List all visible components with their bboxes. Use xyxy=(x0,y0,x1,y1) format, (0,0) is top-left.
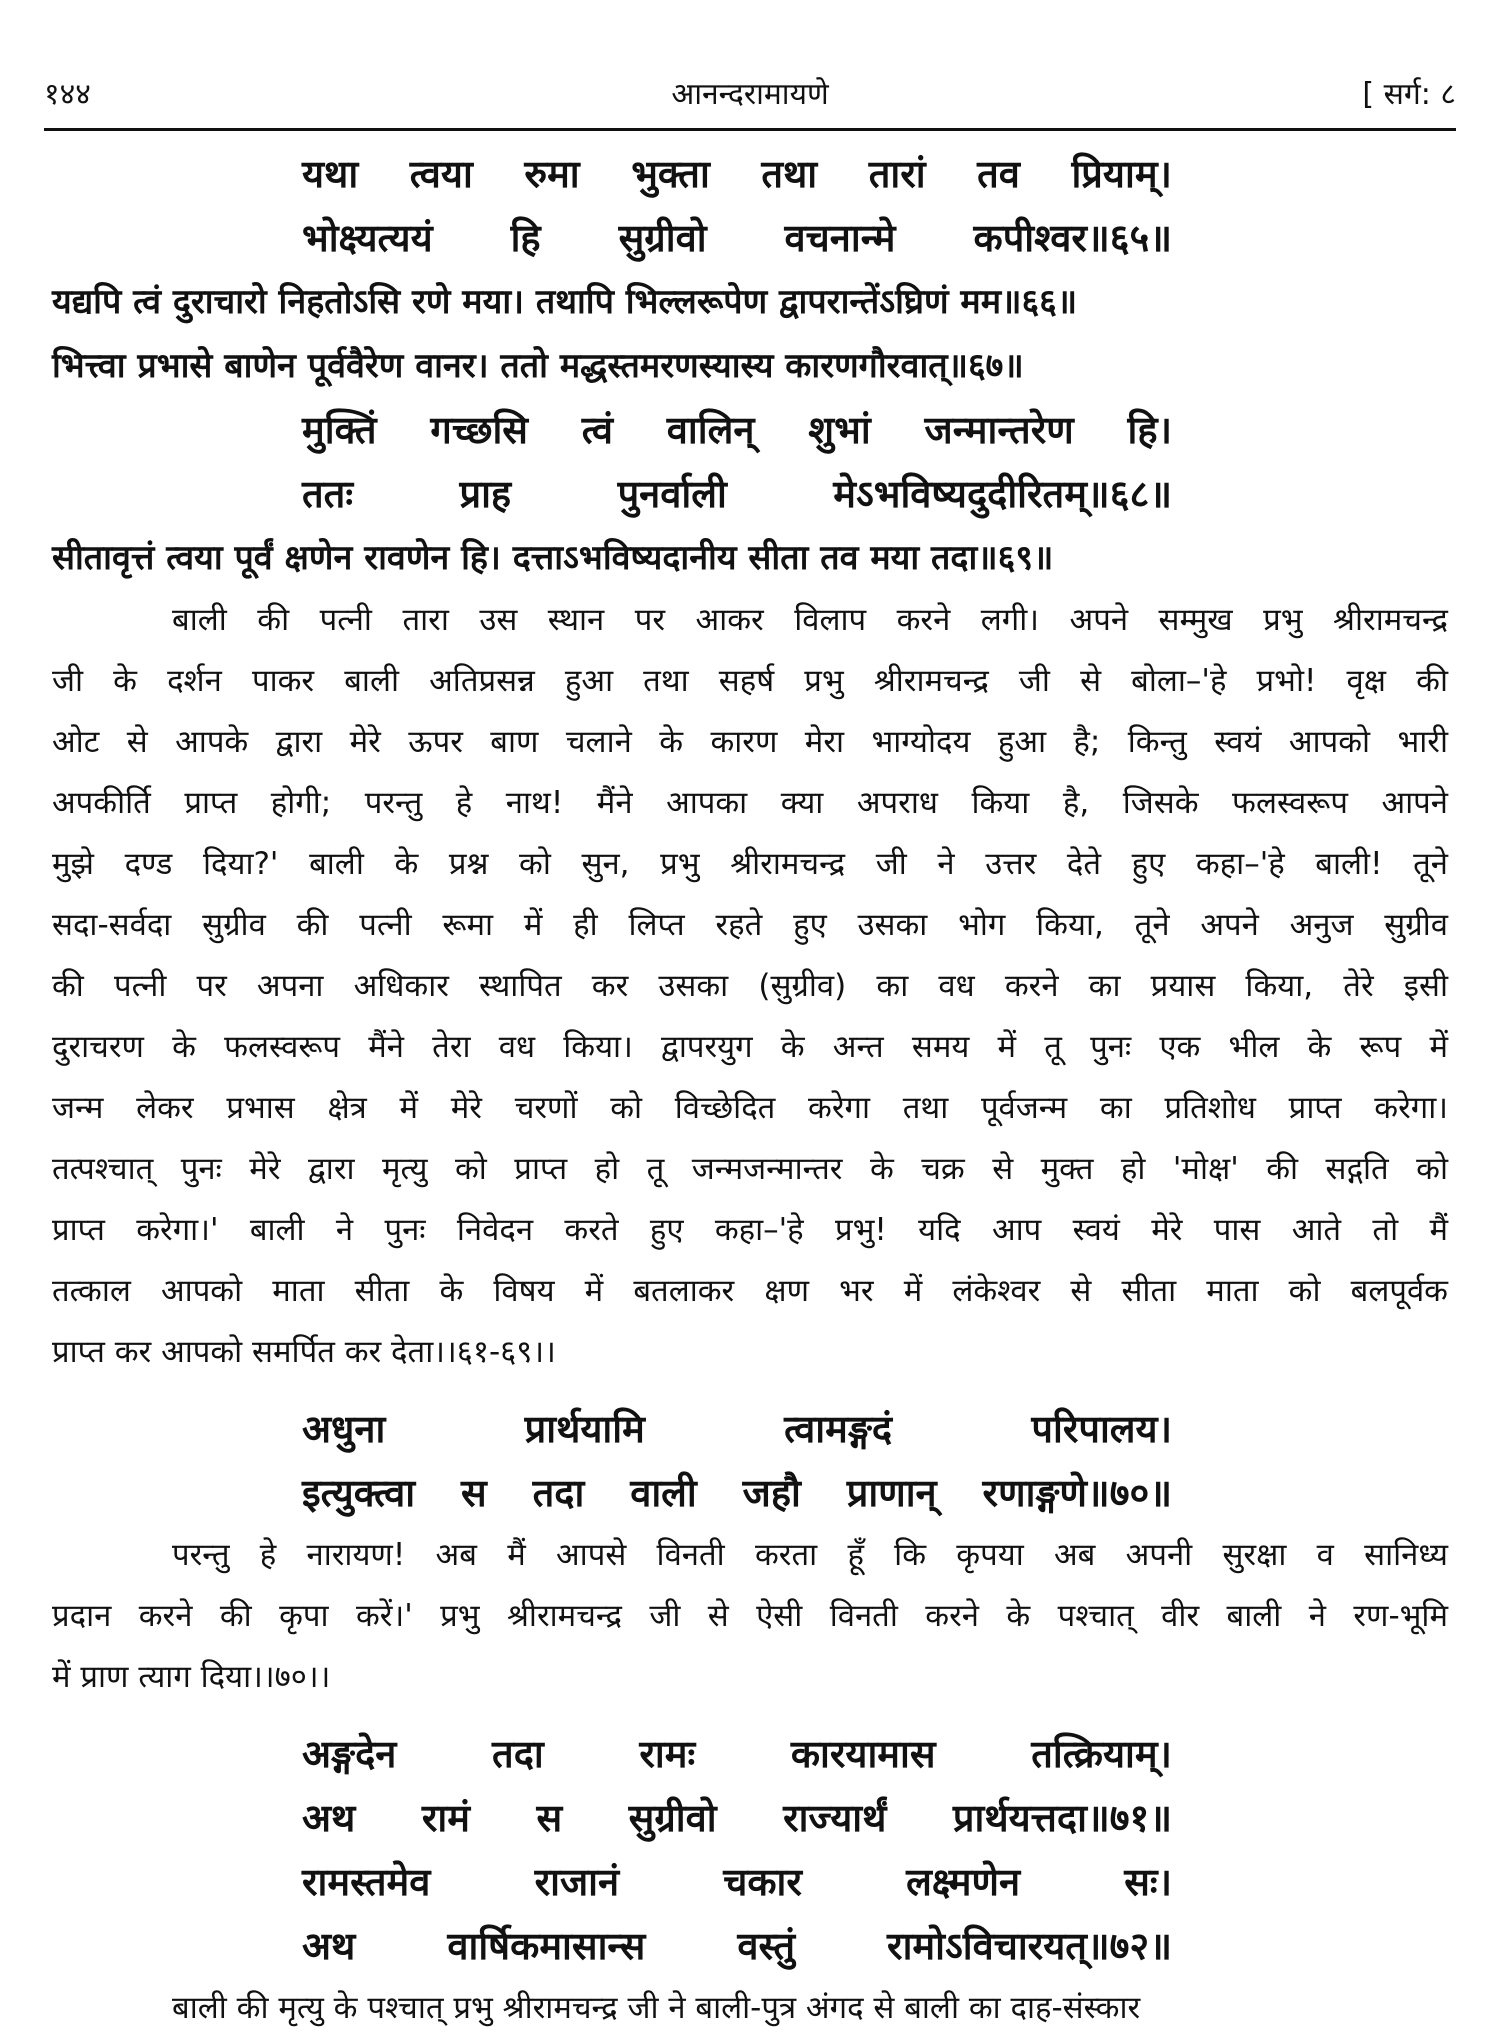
verse-word: चकार xyxy=(723,1860,802,1904)
verse-word: वस्तुं xyxy=(737,1924,795,1968)
verse-word: रुमा xyxy=(524,152,580,196)
verse-word: तदा xyxy=(492,1732,544,1776)
verse-word: त्वामङ्गदं xyxy=(784,1407,893,1451)
verse-word: जहौ xyxy=(742,1471,801,1515)
verse-word: गच्छसि xyxy=(430,408,528,452)
verse-word: त्वं xyxy=(581,408,613,452)
hindi-translation-paragraph xyxy=(52,1525,1448,1708)
sanskrit-verse-line xyxy=(52,206,1172,270)
verse-word: रामः xyxy=(639,1732,696,1776)
verse-word: अथ xyxy=(302,1924,356,1968)
paragraph-line: अपकीर्ति प्राप्त होगी; परन्तु हे नाथ! मैंने आपका क्या अपराध किया है, जिसके फलस्वरूप आपने xyxy=(52,785,1448,821)
verse-word: लक्ष्मणेन xyxy=(906,1860,1021,1904)
sanskrit-verse-line xyxy=(52,1397,1172,1461)
verse-word: परिपालय। xyxy=(1031,1407,1172,1451)
verse-word: यथा xyxy=(302,152,359,196)
verse-word: भुक्ता xyxy=(631,152,710,196)
paragraph-line: में प्राण त्याग दिया।।७०।। xyxy=(52,1659,331,1695)
verse-word: प्रियाम्। xyxy=(1071,152,1172,196)
paragraph-line: ओट से आपके द्वारा मेरे ऊपर बाण चलाने के कारण मेरा भाग्योदय हुआ है; किन्तु स्वयं आपको भारी xyxy=(52,724,1448,760)
paragraph-line: जन्म लेकर प्रभास क्षेत्र में मेरे चरणों को विच्छेदित करेगा तथा पूर्वजन्म का प्रतिशोध प्राप्त करेगा। xyxy=(52,1090,1448,1126)
paragraph-line: बाली की मृत्यु के पश्चात् प्रभु श्रीरामचन्द्र जी ने बाली-पुत्र अंगद से बाली का दाह-संस्कार xyxy=(172,1990,1141,2026)
verse-word: तारां xyxy=(868,152,926,196)
paragraph-line: परन्तु हे नारायण! अब मैं आपसे विनती करता हूँ कि कृपया अब अपनी सुरक्षा व सानिध्य xyxy=(172,1537,1448,1573)
sanskrit-verse-line xyxy=(52,462,1172,526)
paragraph-line: जी के दर्शन पाकर बाली अतिप्रसन्न हुआ तथा सहर्ष प्रभु श्रीरामचन्द्र जी से बोला–'हे प्रभो! वृक्ष की xyxy=(52,663,1448,699)
paragraph-line: तत्पश्चात् पुनः मेरे द्वारा मृत्यु को प्राप्त हो तू जन्मजन्मान्तर के चक्र से मुक्त हो 'मोक्ष' की सद्गति को xyxy=(52,1151,1448,1187)
page-body xyxy=(52,142,1448,2039)
sanskrit-verse-line xyxy=(52,1461,1172,1525)
verse-word: स xyxy=(461,1471,487,1515)
header-rule xyxy=(44,128,1456,131)
verse-word: मुक्तिं xyxy=(302,408,377,452)
sanskrit-verse-line: सीतावृत्तं त्वया पूर्वं क्षणेन रावणेन हि। दत्ताऽभविष्यदानीय सीता तव मया तदा॥६९॥ xyxy=(52,538,1054,578)
paragraph-line: प्राप्त कर आपको समर्पित कर देता।।६१-६९।। xyxy=(52,1334,556,1370)
verse-word: त्वया xyxy=(409,152,473,196)
paragraph-line: मुझे दण्ड दिया?' बाली के प्रश्न को सुन, प्रभु श्रीरामचन्द्र जी ने उत्तर देते हुए कहा–'हे बाली! तूने xyxy=(52,846,1448,882)
verse-word: पुनर्वाली xyxy=(617,472,727,516)
verse-word: तत्क्रियाम्। xyxy=(1031,1732,1172,1776)
verse-word: रामोऽविचारयत्॥७२॥ xyxy=(887,1924,1172,1968)
paragraph-line: तत्काल आपको माता सीता के विषय में बतलाकर क्षण भर में लंकेश्वर से सीता माता को बलपूर्वक xyxy=(52,1273,1448,1309)
verse-word: सः। xyxy=(1124,1860,1172,1904)
verse-word: रणाङ्गणे॥७०॥ xyxy=(982,1471,1172,1515)
sanskrit-verse-line xyxy=(52,1722,1172,1786)
paragraph-line: बाली की पत्नी तारा उस स्थान पर आकर विलाप करने लगी। अपने सम्मुख प्रभु श्रीरामचन्द्र xyxy=(172,602,1448,638)
sanskrit-verse-line xyxy=(52,1786,1172,1850)
verse-word: प्रार्थयामि xyxy=(524,1407,645,1451)
paragraph-line: सदा-सर्वदा सुग्रीव की पत्नी रूमा में ही लिप्त रहते हुए उसका भोग किया, तूने अपने अनुज सुग्रीव xyxy=(52,907,1448,943)
verse-word: राज्यार्थं xyxy=(783,1796,887,1840)
verse-word: अङ्गदेन xyxy=(302,1732,397,1776)
verse-word: भोक्ष्यत्ययं xyxy=(302,216,433,260)
verse-word: तथा xyxy=(761,152,818,196)
verse-word: कपीश्वर॥६५॥ xyxy=(973,216,1172,260)
verse-word: तदा xyxy=(532,1471,585,1515)
sanskrit-verse-line: भित्त्वा प्रभासे बाणेन पूर्ववैरेण वानर। ततो मद्धस्तमरणस्यास्य कारणगौरवात्॥६७॥ xyxy=(52,346,1024,386)
section-label: [ सर्ग: ८ xyxy=(1362,77,1456,112)
sanskrit-verse-line: यद्यपि त्वं दुराचारो निहतोऽसि रणे मया। तथापि भिल्लरूपेण द्वापरान्तेंऽघ्रिणं मम॥६६॥ xyxy=(52,282,1078,322)
verse-word: जन्मान्तरेण xyxy=(924,408,1074,452)
page-header xyxy=(44,72,1456,128)
verse-word: रामं xyxy=(421,1796,470,1840)
verse-word: वार्षिकमासान्स xyxy=(447,1924,646,1968)
verse-word: अथ xyxy=(302,1796,356,1840)
hindi-translation-paragraph xyxy=(52,590,1448,1383)
paragraph-line: दुराचरण के फलस्वरूप मैंने तेरा वध किया। द्वापरयुग के अन्त समय में तू पुनः एक भील के रूप में xyxy=(52,1029,1448,1065)
verse-word: कारयामास xyxy=(790,1732,936,1776)
verse-word: वालिन् xyxy=(666,408,755,452)
paragraph-line: प्रदान करने की कृपा करें।' प्रभु श्रीरामचन्द्र जी से ऐसी विनती करने के पश्चात् वीर बाली ने रण-भूमि xyxy=(52,1598,1448,1634)
paragraph-line: की पत्नी पर अपना अधिकार स्थापित कर उसका (सुग्रीव) का वध करने का प्रयास किया, तेरे इसी xyxy=(52,968,1448,1004)
verse-word: मेऽभविष्यदुदीरितम्॥६८॥ xyxy=(833,472,1172,516)
page-number: १४४ xyxy=(44,77,91,112)
verse-word: स xyxy=(536,1796,563,1840)
verse-word: वचनान्मे xyxy=(784,216,896,260)
verse-word: राजानं xyxy=(534,1860,620,1904)
verse-word: रामस्तमेव xyxy=(302,1860,431,1904)
verse-word: प्राह xyxy=(459,472,512,516)
verse-word: हि xyxy=(510,216,541,260)
verse-word: सुग्रीवो xyxy=(618,216,707,260)
book-title: आनन्दरामायणे xyxy=(671,77,829,112)
verse-word: तव xyxy=(977,152,1020,196)
sanskrit-verse-line xyxy=(52,398,1172,462)
verse-word: अधुना xyxy=(302,1407,386,1451)
verse-word: सुग्रीवो xyxy=(628,1796,717,1840)
verse-word: इत्युक्त्वा xyxy=(302,1471,416,1515)
verse-word: ततः xyxy=(302,472,353,516)
verse-word: वाली xyxy=(630,1471,697,1515)
verse-word: प्रार्थयत्तदा॥७१॥ xyxy=(952,1796,1172,1840)
sanskrit-verse-line xyxy=(52,1850,1172,1914)
sanskrit-verse-line xyxy=(52,142,1172,206)
verse-word: हि। xyxy=(1127,408,1172,452)
verse-word: प्राणान् xyxy=(846,1471,937,1515)
verse-word: शुभां xyxy=(808,408,871,452)
paragraph-line: प्राप्त करेगा।' बाली ने पुनः निवेदन करते हुए कहा–'हे प्रभु! यदि आप स्वयं मेरे पास आते तो मैं xyxy=(52,1212,1448,1248)
sanskrit-verse-line xyxy=(52,1914,1172,1978)
hindi-translation-paragraph xyxy=(52,1978,1448,2039)
